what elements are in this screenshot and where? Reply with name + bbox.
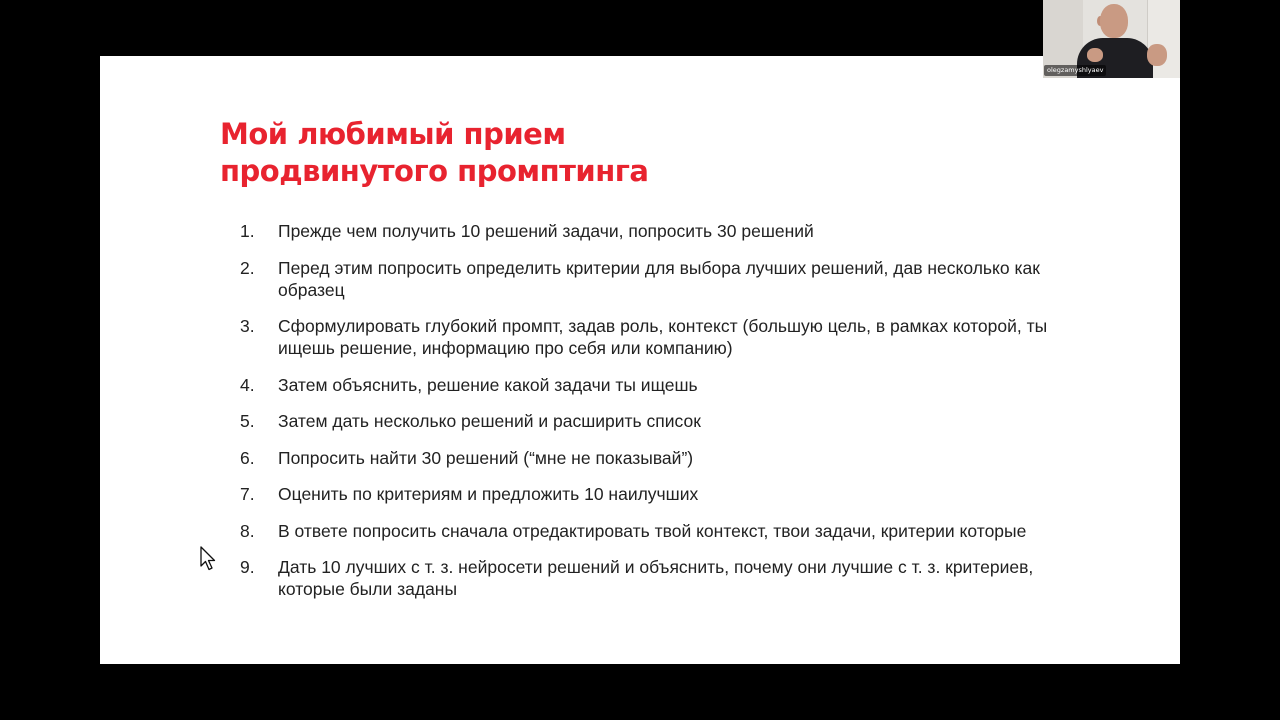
list-item [238, 447, 1078, 469]
list-item-number: 9. [240, 557, 255, 577]
presenter-hand-right [1147, 44, 1167, 66]
mouse-pointer-icon [200, 546, 218, 572]
slide-title-line-2: продвинутого промптинга [220, 154, 649, 188]
list-item-text: Перед этим попросить определить критерии для выбора лучших решений, дав несколько как образец [278, 257, 1040, 300]
list-item [238, 556, 1078, 600]
list-item-text: Прежде чем получить 10 решений задачи, попросить 30 решений [278, 221, 814, 241]
list-item-number: 8. [240, 520, 255, 541]
slide-title [220, 116, 649, 190]
list-item [238, 374, 1078, 396]
webcam-thumbnail[interactable] [1043, 0, 1180, 78]
list-item [238, 520, 1078, 542]
slide-title-line-1: Мой любимый прием [220, 117, 566, 151]
list-item-text: Дать 10 лучших с т. з. нейросети решений и объяснить, почему они лучшие с т. з. критериев, которые были заданы [278, 557, 1034, 599]
list-item [238, 483, 1078, 505]
participant-name-label: olegzamyshlyaev [1044, 65, 1106, 76]
presentation-slide [100, 56, 1180, 664]
list-item [238, 410, 1078, 432]
presenter-head [1100, 4, 1128, 38]
list-item [238, 220, 1078, 242]
list-item-text: Попросить найти 30 решений (“мне не показывай”) [278, 447, 694, 468]
list-item-number: 1. [240, 221, 255, 241]
list-item-text: Сформулировать глубокий промпт, задав роль, контекст (большую цель, в рамках которой, ты ищешь решение, информацию про себя или компанию) [278, 316, 1048, 358]
list-item-number: 5. [240, 411, 255, 431]
list-item-number: 6. [240, 447, 255, 468]
list-item [238, 315, 1078, 359]
list-item-number: 7. [240, 484, 255, 504]
list-item-text: Затем объяснить, решение какой задачи ты ищешь [278, 374, 698, 395]
list-item-text: Оценить по критериям и предложить 10 наилучших [278, 484, 699, 504]
list-item-text: В ответе попросить сначала отредактировать твой контекст, твои задачи, критерии которые [278, 520, 1027, 541]
list-item-number: 2. [240, 257, 255, 278]
presenter-hand-left [1087, 48, 1103, 62]
list-item-number: 3. [240, 316, 255, 336]
list-item [238, 257, 1078, 301]
list-item-text: Затем дать несколько решений и расширить список [278, 411, 701, 431]
list-item-number: 4. [240, 374, 255, 395]
steps-list [238, 220, 1078, 615]
